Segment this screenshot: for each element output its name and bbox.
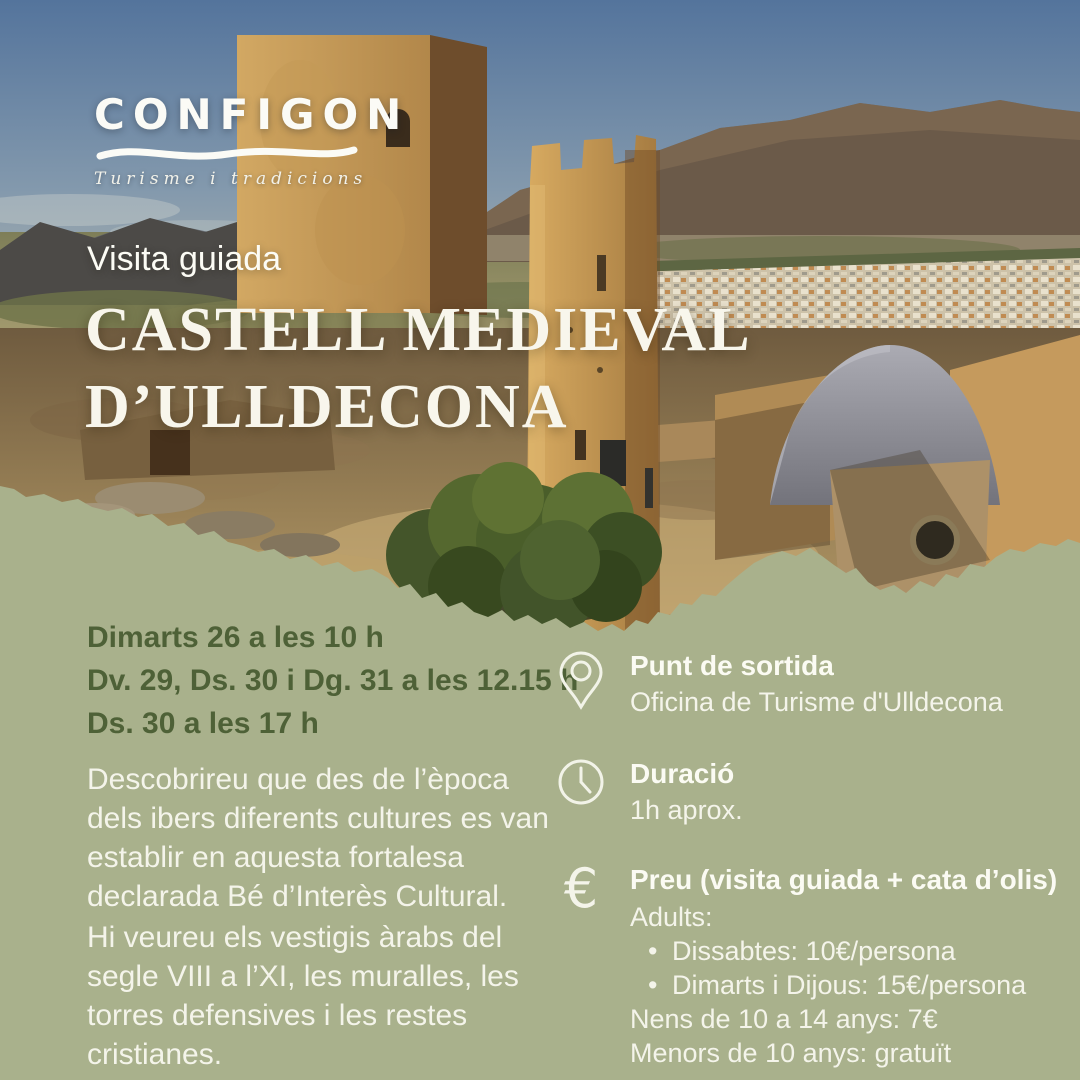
clock-icon — [557, 758, 605, 806]
description-paragraph-1: Descobrireu que des de l’època dels ibers diferents cultures es van establir en aquesta fortalesa declarada Bé d’Interès Cultural. — [87, 763, 549, 913]
schedule-line-1: Dimarts 26 a les 10 h — [87, 621, 384, 654]
brand-name: CONFIGON — [94, 90, 410, 139]
visit-kicker: Visita guiada — [87, 240, 282, 278]
info-panel — [556, 650, 1061, 1070]
price-item-saturdays: • Dissabtes: 10€/persona — [630, 934, 1057, 968]
meeting-point-detail: Oficina de Turisme d'Ulldecona — [630, 687, 1003, 717]
schedule — [87, 616, 578, 745]
duration-title: Duració — [630, 758, 735, 789]
description-paragraph-2: Hi veureu els vestigis àrabs del segle VIII a l’XI, les muralles, les torres defensives i les restes cristianes. — [87, 921, 519, 1071]
schedule-line-3: Ds. 30 a les 17 h — [87, 707, 319, 740]
price-item-tue-thu: • Dimarts i Dijous: 15€/persona — [630, 968, 1057, 1002]
brand-logo — [94, 90, 409, 189]
price-block — [556, 857, 1061, 1070]
price-title: Preu (visita guiada + cata d’olis) — [630, 864, 1058, 895]
title-line-1: CASTELL MEDIEVAL — [85, 296, 752, 364]
brand-wave-icon — [96, 141, 358, 165]
schedule-line-2: Dv. 29, Ds. 30 i Dg. 31 a les 12.15 h — [87, 664, 579, 697]
title-line-2: D’ULLDECONA — [85, 373, 569, 441]
brand-tagline: Turisme i tradicions — [94, 169, 368, 189]
price-children: Nens de 10 a 14 anys: 7€ — [630, 1004, 938, 1034]
price-under-10: Menors de 10 anys: gratuït — [630, 1038, 952, 1068]
price-adults-label: Adults: — [630, 902, 713, 932]
euro-icon: € — [563, 857, 599, 920]
price-list — [630, 934, 1057, 1002]
page-title — [85, 292, 752, 446]
location-pin-icon — [558, 650, 604, 710]
meeting-point-block — [556, 650, 1061, 718]
duration-detail: 1h aprox. — [630, 795, 743, 825]
meeting-point-title: Punt de sortida — [630, 650, 834, 681]
duration-block — [556, 758, 1061, 826]
